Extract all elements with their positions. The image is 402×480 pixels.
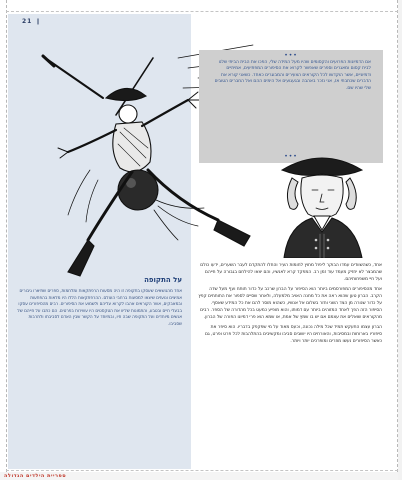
main-paragraph: הברון עצמו התעקש תמיד שכל מילה נכונה, וכעס מאוד על מי שפקפק בדבריו. הוא סיפר את סיפוריו בארוחות ובמסיבות, והאורחים היו יושבים סביבו ומקשיבים בהתלהבות לכל פרט ופרט, גם כאשר הסיפורים נעשו מוזרים ומופרכים יותר ויותר. (204, 325, 382, 344)
main-article (198, 262, 382, 348)
sidebar-body: אחד מהנושאים שעסקו בתקופה זו היה מסעות הרפתקאות ומלחמות, ספרים שתיארו גיבורים אמיצים ונועזים שיצאו למסעות ברחבי העולם. ההרפתקאות הללו היו מלאות בהפתעות ובמאבקים, אשר הקוראים אהבו לקרוא עליהם ולשמוע את הסיפורים. רבים מהסיפורים עסקו בבעלי חיים ובטבע, והתמונות שליוו את הטקסטים היו עשירות בפרטים. הם כתבו על חייהם של אנשים מיוחדים ועל התקופה שבה חיו, ובמיוחד על הקשר שבין האדם לסביבתו ולתרבות שסביבו. (17, 288, 182, 326)
right-margin (398, 0, 402, 480)
quote-top-ornament: ••• (284, 52, 298, 59)
main-paragraph: אחד מהסיפורים המפורסמים ביותר הוא הסיפור על הברון שרכב על כדור תותח ועף מעל שדה הקרב. הברון טען שהוא ראה את כל מחנה האויב מלמעלה, ולאחר שסיים לספור את התותחים קפץ על כדור שנורה מן הצד השני וחזר בשלום אל אנשיו, כשהוא מוסר להם את כל המידע שאסף. הסיפור הזה הפך לאחד המזוהים ביותר עם דמותו, והוא מופיע כמעט בכל מהדורה של הספר. רבים מהקוראים שואלים את עצמם אם יש בו שמץ של אמת, או שמא הוא פרי דמיונו הפורה של הברון. (198, 287, 382, 320)
main-paragraph: אחד, כשהשוודים עמדו הבוקר ליפול מחוץ לחומות העיר והחלו להתקדם לעבר השערים, ידעו כולם שהמבצר לא יחזיק מעמד עוד זמן רב. המפקד קרא לאנשיו, והם יצאו להילחם בגבורה על חייהם ועל חיי משפחותיהם. (200, 263, 382, 282)
bottom-crop-rule (6, 470, 398, 471)
quote-text: אם הדמיונות הפרועים והקסומים שהיו מעל המידה שלי, הפכו את הבית הביתי שלנו לבית קסום ומאגרים וספרים שאפשר לקרוא את הסיפורים המפתיעים, אמיתיים ודמיוניים, אשר הוקדשו לכל הקוראים הצעירים והמבוגרים כאחד. כשאני קורא את הדברים שכתבתי אז, אני נזכר באהבה ובגעגועים אל הימים ההם ואל החברים הטובים שלי שהיו שם. (214, 60, 371, 91)
series-logo: ספריית הילדים הגדולה (4, 473, 67, 479)
page-number: 21 ❙ (22, 18, 42, 25)
baron-portrait-illustration (276, 148, 368, 258)
quote-box (199, 50, 383, 163)
top-crop-rule (6, 11, 398, 12)
sidebar-title: על התקופה (144, 276, 182, 284)
quote-bottom-ornament: ••• (284, 153, 298, 160)
